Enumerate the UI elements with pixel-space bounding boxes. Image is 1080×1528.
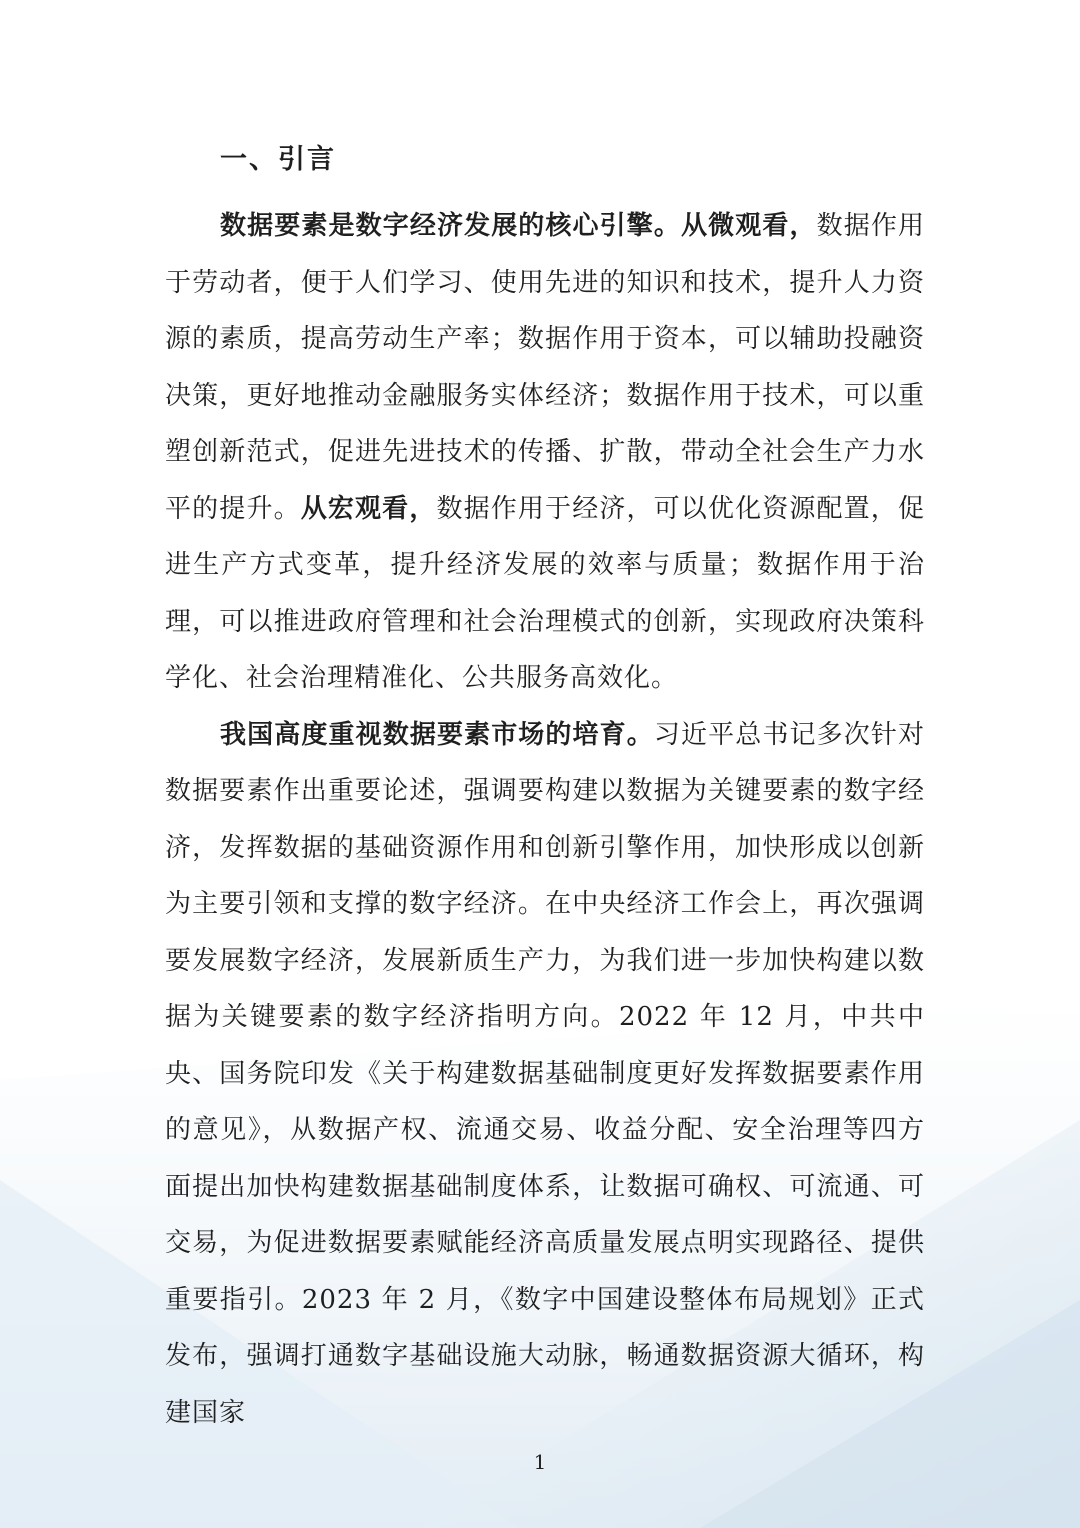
paragraph-2	[165, 707, 925, 1442]
paragraph-2-lead: 我国高度重视数据要素市场的培育。	[220, 719, 654, 750]
page-number: 1	[533, 1450, 547, 1474]
paragraph-1	[165, 198, 925, 707]
paragraph-1-lead: 数据要素是数字经济发展的核心引擎。从微观看，	[220, 211, 817, 241]
paragraph-1-emphasis: 从宏观看，	[300, 493, 437, 524]
section-heading: 一、引言	[220, 144, 336, 175]
paragraph-2-body: 习近平总书记多次针对数据要素作出重要论述，强调要构建以数据为关键要素的数字经济，发挥数据的基础资源作用和创新引擎作用，加快形成以创新为主要引领和支撑的数字经济。在中央经济工作会上，再次强调要发展数字经济，发展新质生产力，为我们进一步加快构建以数据为关键要素的数字经济指明方向。2022 年 12 月，中共中央、国务院印发《关于构建数据基础制度更好发挥数据要素作用的意见》，从数据产权、流通交易、收益分配、安全治理等四方面提出加快构建数据基础制度体系，让数据可确权、可流通、可交易，为促进数据要素赋能经济高质量发展点明实现路径、提供重要指引。2023 年 2 月，《数字中国建设整体布局规划》正式发布，强调打通数字基础设施大动脉，畅通数据资源大循环，构建国家	[165, 719, 925, 1428]
paragraph-1-part2: 数据作用于经济，可以优化资源配置，促进生产方式变革，提升经济发展的效率与质量；数据作用于治理，可以推进政府管理和社会治理模式的创新，实现政府决策科学化、社会治理精准化、公共服务高效化。	[165, 493, 925, 693]
paragraph-1-part1: 数据作用于劳动者，便于人们学习、使用先进的知识和技术，提升人力资源的素质，提高劳动生产率；数据作用于资本，可以辅助投融资决策，更好地推动金融服务实体经济；数据作用于技术，可以重塑创新范式，促进先进技术的传播、扩散，带动全社会生产力水平的提升。	[165, 211, 925, 524]
document-body	[165, 140, 925, 1441]
